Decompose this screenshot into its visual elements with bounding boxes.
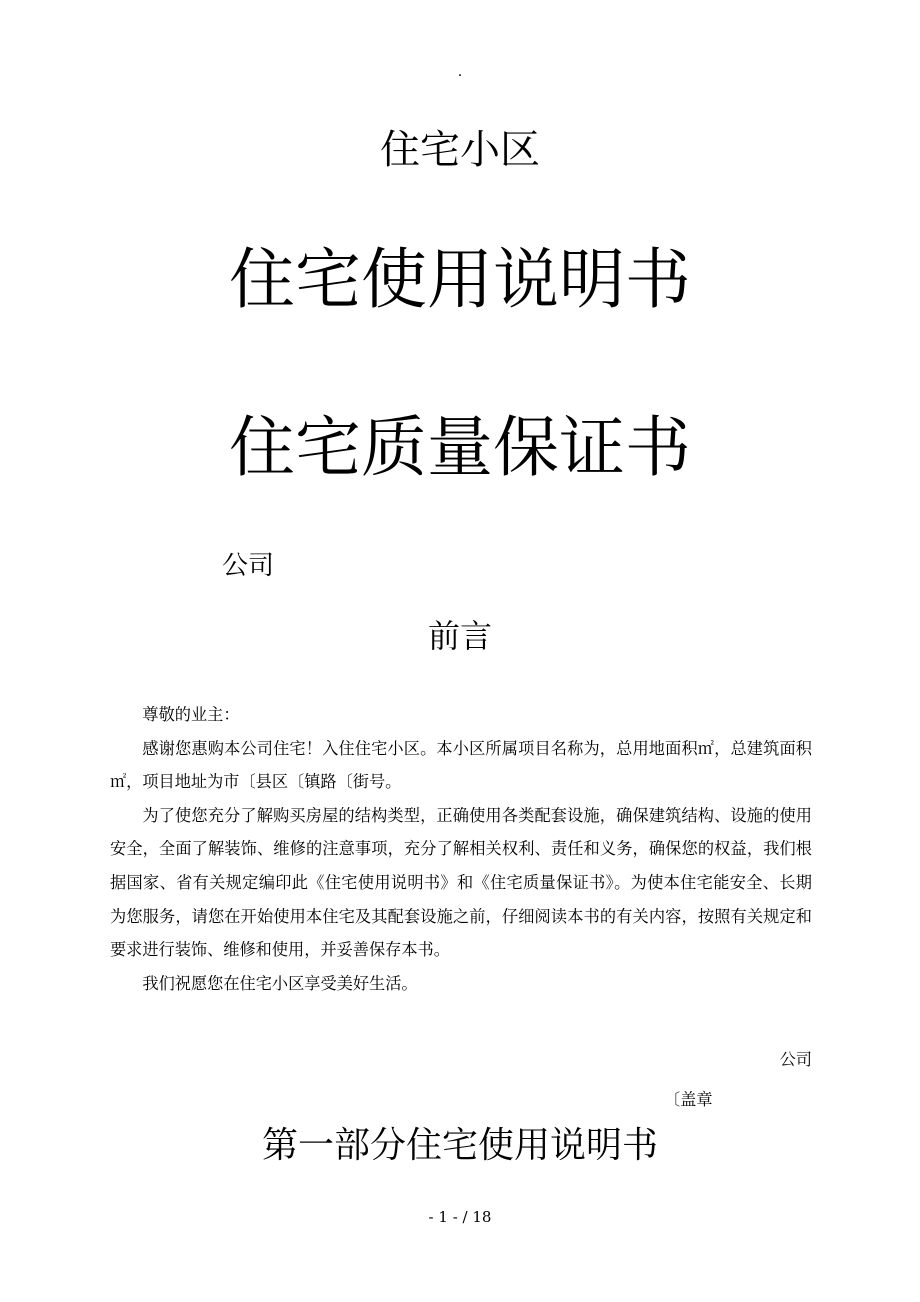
preface-heading: 前言	[427, 617, 492, 655]
signature-seal: 〔盖章	[664, 1090, 713, 1109]
cover-company-name: 公司	[222, 551, 275, 581]
preface-paragraph: 感谢您惠购本公司住宅！入住住宅小区。本小区所属项目名称为，总用地面积㎡，总建筑面积㎡，项目地址为市〔县区〔镇路〔街号。	[110, 738, 812, 792]
preface-paragraph: 我们祝愿您在住宅小区享受美好生活。	[142, 973, 418, 993]
preface-body	[110, 698, 812, 1000]
manual-title: 住宅使用说明书	[229, 241, 691, 318]
header-dot: .	[457, 64, 463, 80]
community-name-title: 住宅小区	[380, 127, 540, 173]
salutation: 尊敬的业主：	[142, 705, 240, 724]
warranty-title: 住宅质量保证书	[229, 409, 691, 486]
preface-paragraph: 为了使您充分了解购买房屋的结构类型，正确使用各类配套设施，确保建筑结构、设施的使用安全，全面了解装饰、维修的注意事项，充分了解相关权利、责任和义务，确保您的权益，我们根据国家、省有关规定编印此《住宅使用说明书》和《住宅质量保证书》。为使本住宅能安全、长期为您服务，请您在开始使用本住宅及其配套设施之前，仔细阅读本书的有关内容，按照有关规定和要求进行装饰、维修和使用，并妥善保存本书。	[110, 805, 812, 960]
signature-company: 公司	[779, 1050, 812, 1069]
page-number: - 1 - / 18	[428, 1208, 492, 1226]
part-one-title: 第一部分住宅使用说明书	[261, 1125, 658, 1166]
